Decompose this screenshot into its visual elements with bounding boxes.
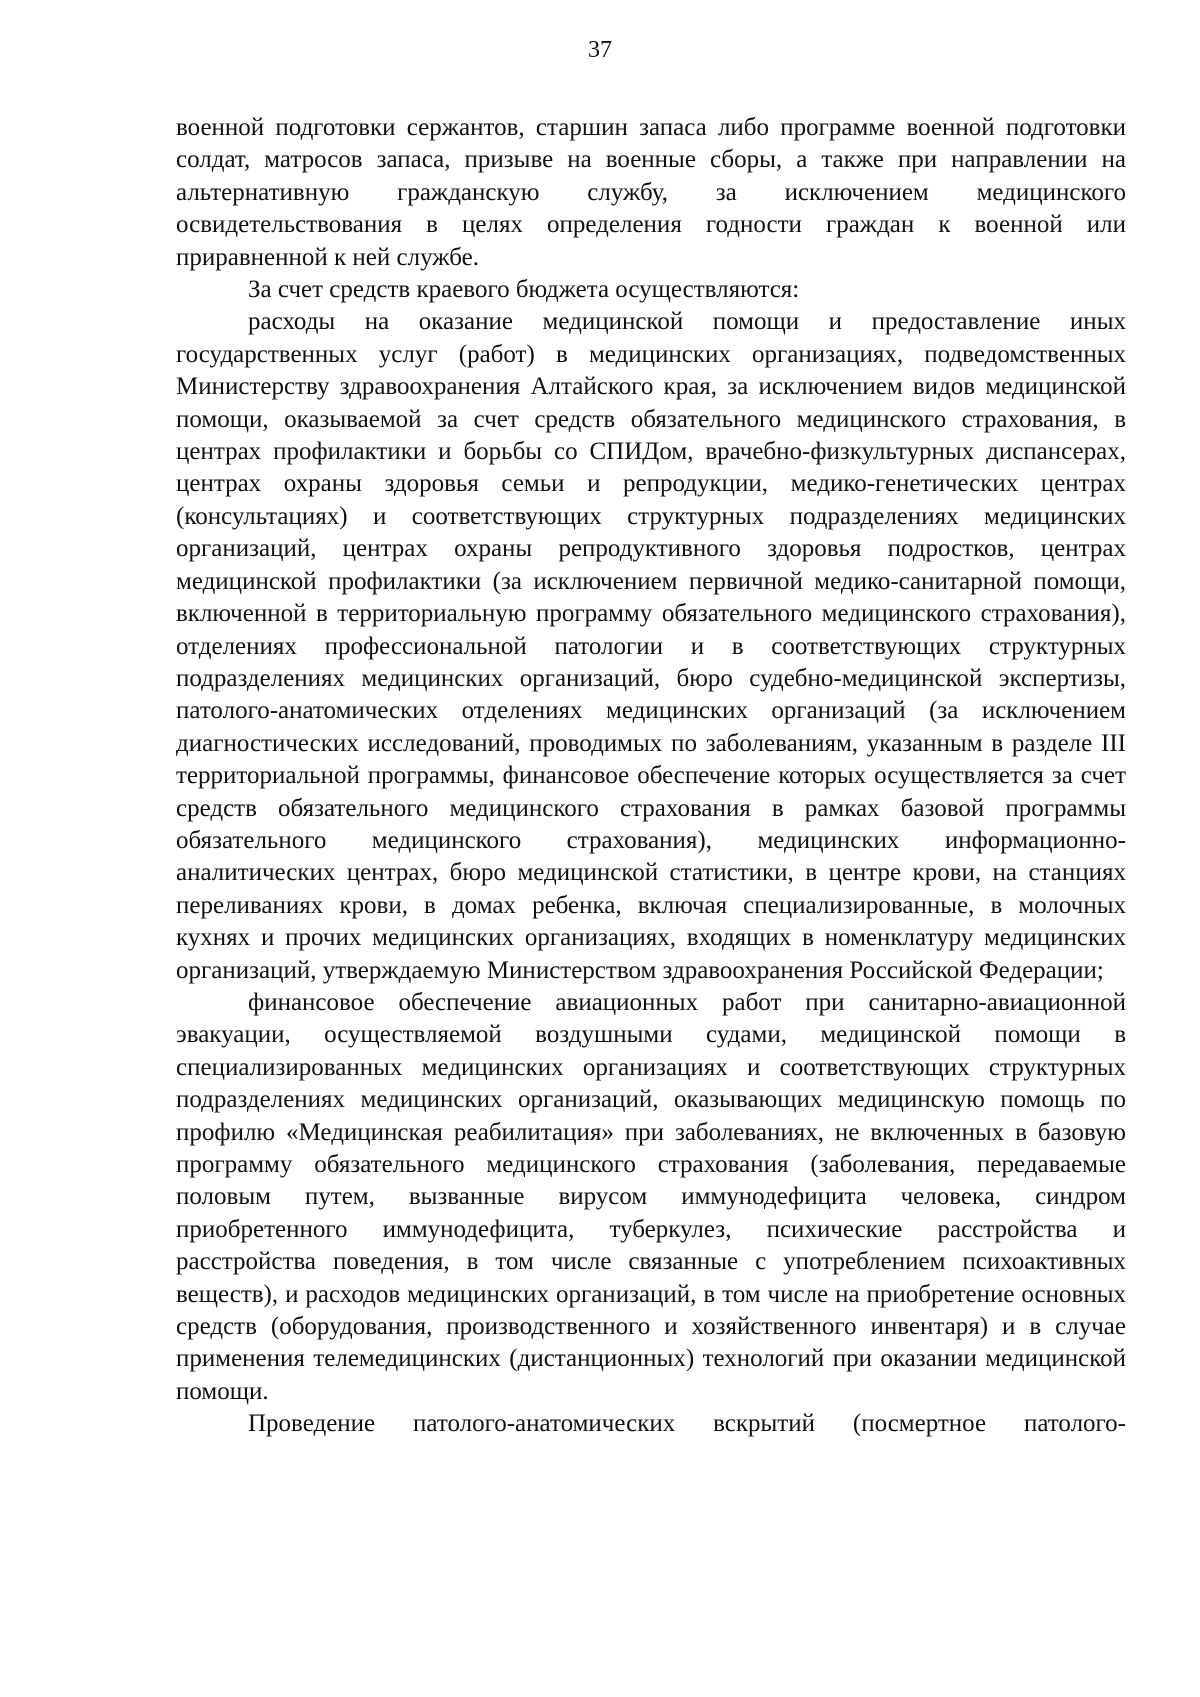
paragraph-medical-care-expenses: расходы на оказание медицинской помощи и предоставление иных государственных услуг (работ) в медицинских организациях, подведомственных Министерству здравоохранения Алтайского края, за исключением видов медицинской помощи, оказываемой за счет средств обязательного медицинского страхования, в центрах профилактики и борьбы со СПИДом, врачебно-физкультурных диспансерах, центрах охраны здоровья семьи и репродукции, медико-генетических центрах (консультациях) и соответствующих структурных подразделениях медицинских организаций, центрах охраны репродуктивного здоровья подростков, центрах медицинской профилактики (за исключением первичной медико-санитарной помощи, включенной в территориальную программу обязательного медицинского страхования), отделениях профессиональной патологии и в соответствующих структурных подразделениях медицинских организаций, бюро судебно-медицинской экспертизы, патолого-анатомических отделениях медицинских организаций (за исключением диагностических исследований, проводимых по заболеваниям, указанным в разделе III территориальной программы, финансовое обеспечение которых осуществляется за счет средств обязательного медицинского страхования в рамках базовой программы обязательного медицинского страхования), медицинских информационно-аналитических центрах, бюро медицинской статистики, в центре крови, на станциях переливаниях крови, в домах ребенка, включая специализированные, в молочных кухнях и прочих медицинских организациях, входящих в номенклатуру медицинских организаций, утверждаемую Министерством здравоохранения Российской Федерации;	[176, 308, 1126, 984]
document-body	[176, 112, 1126, 1441]
page-number: 37	[588, 37, 612, 63]
paragraph-aviation-works-financing: финансовое обеспечение авиационных работ при санитарно-авиационной эвакуации, осуществляемой воздушными судами, медицинской помощи в специализированных медицинских организациях и соответствующих структурных подразделениях медицинских организаций, оказывающих медицинскую помощь по профилю «Медицинская реабилитация» при заболеваниях, не включенных в базовую программу обязательного медицинского страхования (заболевания, передаваемые половым путем, вызванные вирусом иммунодефицита человека, синдром приобретенного иммунодефицита, туберкулез, психические расстройства и расстройства поведения, в том числе связанные с употреблением психоактивных веществ), и расходов медицинских организаций, в том числе на приобретение основных средств (оборудования, производственного и хозяйственного инвентаря) и в случае применения телемедицинских (дистанционных) технологий при оказании медицинской помощи.	[176, 988, 1126, 1405]
paragraph-pathology-autopsies: Проведение патолого-анатомических вскрытий (посмертное патолого-	[248, 1410, 1126, 1438]
paragraph-military-training: военной подготовки сержантов, старшин запаса либо программе военной подготовки солдат, матросов запаса, призыве на военные сборы, а также при направлении на альтернативную гражданскую службу, за исключением медицинского освидетельствования в целях определения годности граждан к военной или приравненной к ней службе.	[176, 114, 1126, 271]
paragraph-regional-budget-intro: За счет средств краевого бюджета осуществляются:	[248, 276, 800, 304]
